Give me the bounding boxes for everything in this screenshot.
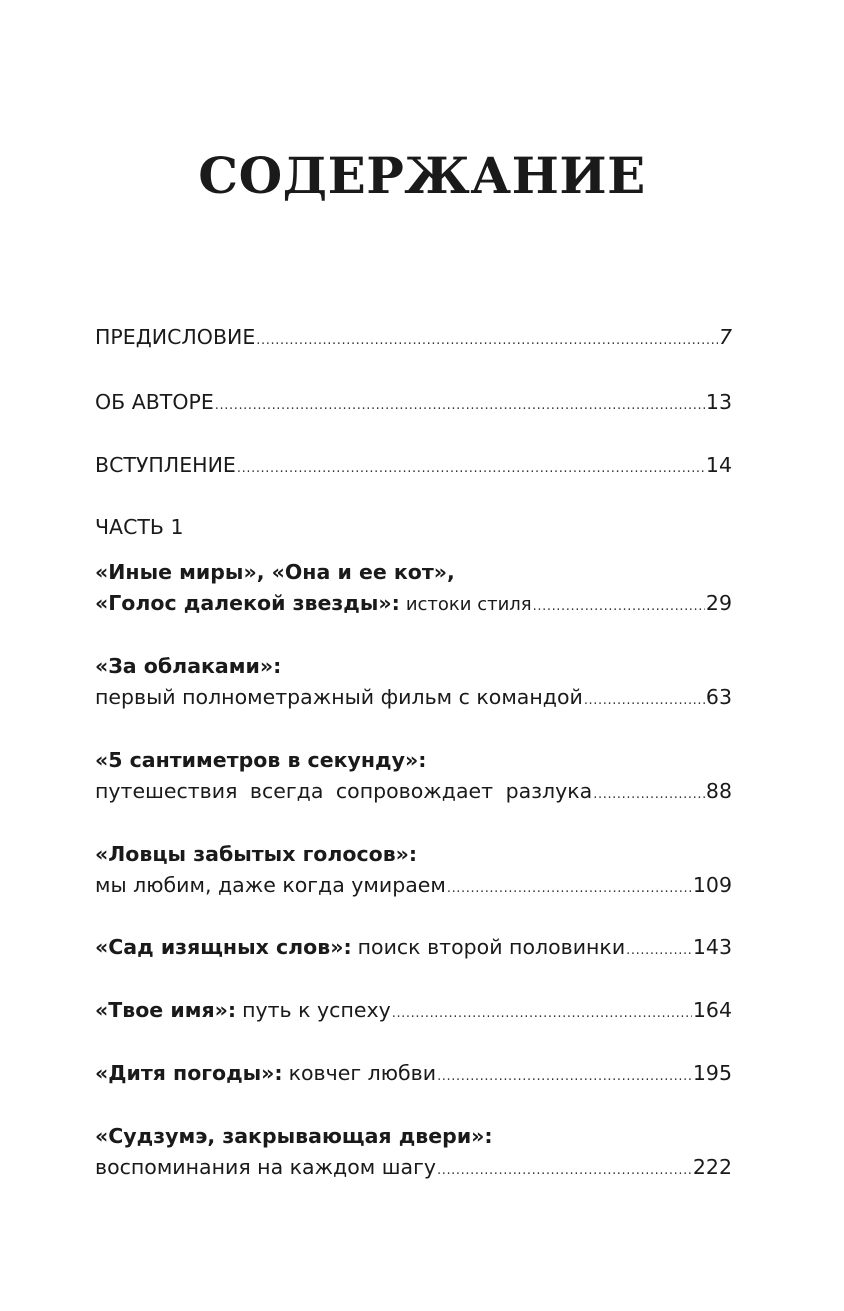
toc-entry-chapter <box>95 685 732 709</box>
toc-entry-page: 164 <box>692 998 732 1022</box>
chapter-title: «5 сантиметров в секунду»: <box>95 748 427 772</box>
toc-entry-page: 88 <box>705 779 732 803</box>
chapter-title: «За облаками»: <box>95 654 282 678</box>
chapter-subtitle: поиск второй половинки <box>357 935 626 959</box>
dot-leader <box>533 599 705 614</box>
toc-entry-chapter <box>95 779 732 803</box>
dot-leader <box>215 398 705 413</box>
dot-leader <box>392 1006 692 1021</box>
toc-entry-label: ПРЕДИСЛОВИЕ <box>95 325 256 349</box>
part-heading: ЧАСТЬ 1 <box>95 515 184 539</box>
page-title: СОДЕРЖАНИЕ <box>198 146 646 205</box>
toc-entry-page: 222 <box>692 1155 732 1179</box>
dot-leader <box>584 693 705 708</box>
toc-entry-chapter <box>95 998 732 1022</box>
toc-entry-chapter <box>95 591 732 615</box>
toc-entry-page: 109 <box>692 873 732 897</box>
chapter-subtitle: воспоминания на каждом шагу <box>95 1155 436 1179</box>
dot-leader <box>256 333 718 348</box>
toc-entry-chapter <box>95 1155 732 1179</box>
toc-entry-page: 14 <box>705 453 732 477</box>
toc-entry-chapter <box>95 935 732 959</box>
chapter-subtitle: путешествия всегда сопровождает разлука <box>95 779 593 803</box>
chapter-title: «Судзумэ, закрывающая двери»: <box>95 1124 493 1148</box>
dot-leader <box>437 1163 692 1178</box>
toc-entry-page: 13 <box>705 390 732 414</box>
dot-leader <box>626 943 692 958</box>
dot-leader <box>593 787 705 802</box>
dot-leader <box>437 1069 692 1084</box>
toc-entry-page: 63 <box>705 685 732 709</box>
dot-leader <box>237 461 705 476</box>
chapter-subtitle: первый полнометражный фильм с командой <box>95 685 583 709</box>
chapter-title: «Иные миры», «Она и ее кот», <box>95 560 455 584</box>
chapter-title: «Твое имя»: <box>95 998 237 1022</box>
chapter-title: «Дитя погоды»: <box>95 1061 283 1085</box>
toc-entry-chapter <box>95 1061 732 1085</box>
toc-entry-page: 195 <box>692 1061 732 1085</box>
toc-entry-label: ОБ АВТОРЕ <box>95 390 214 414</box>
toc-entry-label: ВСТУПЛЕНИЕ <box>95 453 236 477</box>
chapter-title: «Голос далекой звезды»: <box>95 591 400 615</box>
toc-entry-page: 143 <box>692 935 732 959</box>
chapter-title: «Ловцы забытых голосов»: <box>95 842 418 866</box>
toc-entry-page: 29 <box>705 591 732 615</box>
toc-entry-chapter <box>95 873 732 897</box>
chapter-subtitle: путь к успеху <box>242 998 391 1022</box>
chapter-subtitle: истоки стиля <box>405 594 532 615</box>
chapter-subtitle: ковчег любви <box>288 1061 437 1085</box>
toc-entry-page: 7 <box>718 325 732 349</box>
toc-entry-about-author <box>95 390 732 414</box>
chapter-title: «Сад изящных слов»: <box>95 935 352 959</box>
dot-leader <box>447 881 692 896</box>
toc-entry-preface <box>95 325 732 349</box>
chapter-subtitle: мы любим, даже когда умираем <box>95 873 446 897</box>
toc-entry-introduction <box>95 453 732 477</box>
